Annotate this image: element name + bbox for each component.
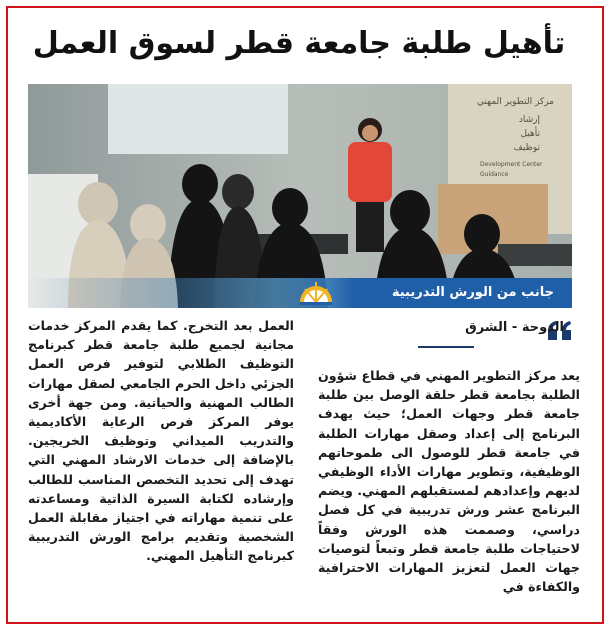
photo-illustration <box>28 84 572 308</box>
sign-english-2: Guidance <box>480 171 509 178</box>
dateline: الدوحة - الشرق <box>465 320 564 335</box>
sign-line-4: توظيف <box>513 143 540 153</box>
sign-line-2: إرشاد <box>518 115 540 125</box>
chair-row <box>498 244 572 266</box>
article-headline: تأهيل طلبة جامعة قطر لسوق العمل <box>32 26 566 61</box>
article-column-right: يعد مركز التطوير المهني في قطاع شؤون الطلبة بجامعة قطر حلقة الوصل بين طلبة جامعة قطر وجهات العمل؛ حيث يهدف البرنامج إلى إعداد وصقل مهارات الطلبة في جامعة قطر للوصول الى طموحاتهم الوظيفية، وتطوير مهارات الأداء الوظيفي لديهم وإعدادهم لمستقبلهم المهني. ويضم البرنامج عشر ورش تدريبية في كل فصل دراسي، وصممت هذه الورش وفقاً لاحتياجات طلبة جامعة قطر وتبعاً لتوصيات جهات العمل لتعزيز المهارات الاحترافية والكفاءة في <box>318 368 580 595</box>
projection-screen <box>108 84 288 154</box>
sign-line-3: تأهيل <box>520 129 540 139</box>
article-photo <box>28 84 572 308</box>
article-column-left: العمل بعد التخرج. كما يقدم المركز خدمات مجانية لجميع طلبة جامعة قطر كبرنامج التوظيف الطلابي لتوفير فرص العمل الجزئي داخل الحرم الجامعي لصقل مهارات الطالب المهنية والحياتية. ومن جهة أخرى يوفر المركز فرص الرعاية الأكاديمية والتدريب الميداني وتوظيف الخريجين. بالإضافة إلى خدمات الارشاد المهني التي تهدف إلى تحديد التخصص المناسب للطالب وإرشاده لكتابة السيرة الذاتية ومساعدته على تنمية مهاراته في اجتياز مقابلة العمل الشخصية وتقديم برامج الورش التدريبية كبرنامج التأهيل المهني. <box>28 318 294 564</box>
sign-line-1: مركز التطوير المهني <box>476 97 554 107</box>
photo-caption: جانب من الورش التدريبية <box>391 285 554 300</box>
sign-english-1: Development Center <box>480 161 543 168</box>
newspaper-logo-icon <box>296 276 336 306</box>
dateline-divider <box>418 346 474 348</box>
